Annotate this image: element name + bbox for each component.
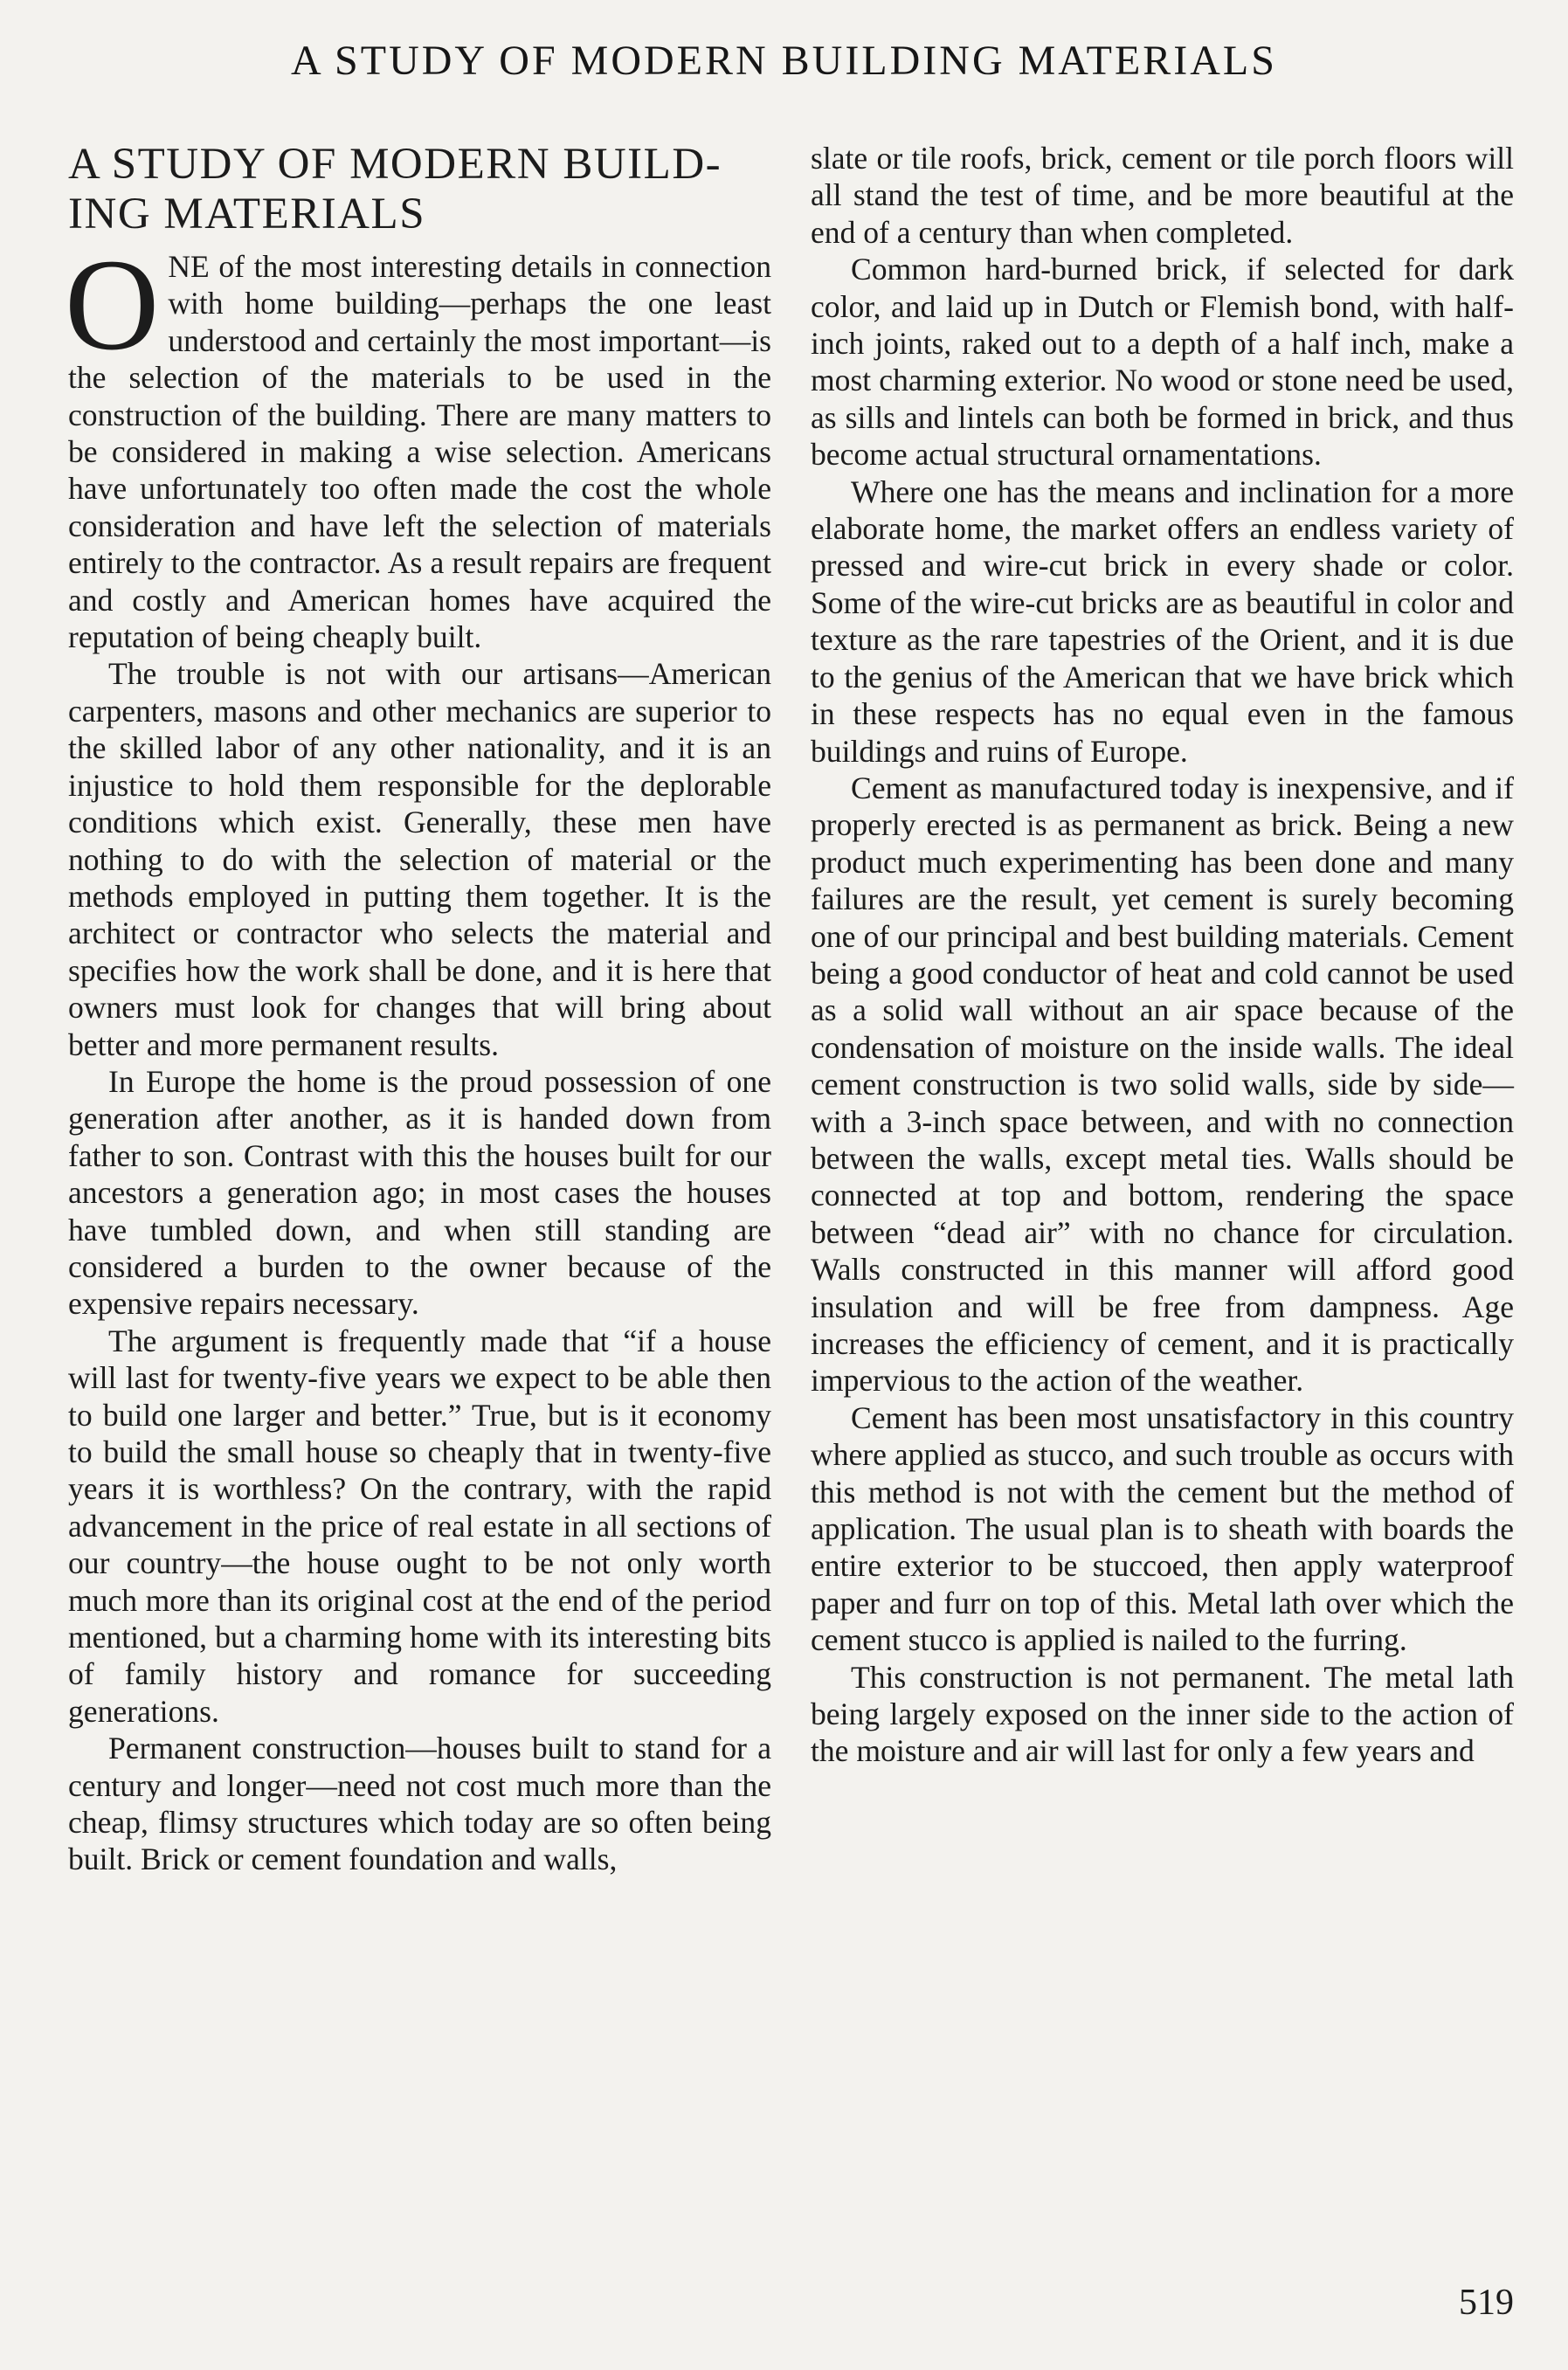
- page-number: 519: [1459, 2283, 1514, 2323]
- drop-cap: O: [65, 232, 160, 377]
- paragraph-5-continued: slate or tile roofs, brick, cement or tile porch floors will all stand the test of time, and be more beautiful at the end of a century than when completed.: [811, 141, 1514, 250]
- paragraph-9: Cement has been most unsatisfactory in this country where applied as stucco, and such trouble as occurs with this method is not with the cement but the method of application. The usual plan is to sheath with boards the entire exterior to be stuccoed, then apply waterproof paper and furr on top of this. Metal lath over which the cement stucco is applied is nailed to the furring.: [811, 1399, 1514, 1658]
- article-title: A STUDY OF MODERN BUILD-ING MATERIALS: [68, 140, 722, 238]
- running-header: A STUDY OF MODERN BUILDING MATERIALS: [291, 38, 1277, 84]
- left-column: [65, 140, 771, 1878]
- paragraph-8: Cement as manufactured today is inexpensive, and if properly erected is as permanent as brick. Being a new product much experimenting has been done and many failures are the result, yet cement is surely becoming one of our principal and best building materials. Cement being a good conductor of heat and cold cannot be used as a solid wall without an air space because of the condensation of moisture on the inside walls. The ideal cement construction is two solid walls, side by side—with a 3-inch space between, and with no connection between the walls, except metal ties. Walls should be connected at top and bottom, rendering the space between “dead air” with no chance for circulation. Walls constructed in this manner will afford good insulation and will be free from dampness. Age increases the efficiency of cement, and it is practically impervious to the action of the weather.: [811, 770, 1514, 1399]
- paragraph-7: Where one has the means and inclination for a more elaborate home, the market offers an endless variety of pressed and wire-cut brick in every shade or color. Some of the wire-cut bricks are as beautiful in color and texture as the rare tapestries of the Orient, and it is due to the genius of the American that we have brick which in these respects has no equal even in the famous buildings and ruins of Europe.: [811, 473, 1514, 769]
- paragraph-6: Common hard-burned brick, if selected for dark color, and laid up in Dutch or Flemish bond, with half-inch joints, raked out to a depth of a half inch, make a most charming exterior. No wood or stone need be used, as sills and lintels can both be formed in brick, and thus become actual structural ornamentations.: [811, 252, 1514, 473]
- paragraph-1-text: NE of the most interesting details in connection with home building—perhaps the one least understood and certainly the most important—is the selection of the materials to be used in the construction of the building. There are many matters to be considered in making a wise selection. Americans have unfortunately too often made the cost the whole consideration and have left the selection of materials entirely to the contractor. As a result repairs are frequent and costly and American homes have acquired the reputation of being cheaply built.: [68, 249, 771, 655]
- paragraph-5: Permanent construction—houses built to stand for a century and longer—need not cost much more than the cheap, flimsy structures which today are so often being built. Brick or cement foundation and walls,: [68, 1731, 771, 1877]
- paragraph-3: In Europe the home is the proud possession of one generation after another, as it is handed down from father to son. Contrast with this the houses built for our ancestors a generation ago; in most cases the houses have tumbled down, and when still standing are considered a burden to the owner because of the expensive repairs necessary.: [68, 1063, 771, 1322]
- right-column: [811, 140, 1514, 1770]
- paragraph-4: The argument is frequently made that “if a house will last for twenty-five years we expect to be able then to build one larger and better.” True, but is it economy to build the small house so cheaply that in twenty-five years it is worthless? On the contrary, with the rapid advancement in the price of real estate in all sections of our country—the house ought to be not only worth much more than its original cost at the end of the period mentioned, but a charming home with its interesting bits of family history and romance for succeeding generations.: [68, 1323, 771, 1729]
- paragraph-10: This construction is not permanent. The metal lath being largely exposed on the inner side to the action of the moisture and air will last for only a few years and: [811, 1659, 1514, 1769]
- paragraph-1: [65, 232, 771, 655]
- paragraph-2: The trouble is not with our artisans—American carpenters, masons and other mechanics are superior to the skilled labor of any other nationality, and it is an injustice to hold them responsible for the deplorable conditions which exist. Generally, these men have nothing to do with the selection of material or the methods employed in putting them together. It is the architect or contractor who selects the material and specifies how the work shall be done, and it is here that owners must look for changes that will bring about better and more permanent results.: [68, 656, 771, 1062]
